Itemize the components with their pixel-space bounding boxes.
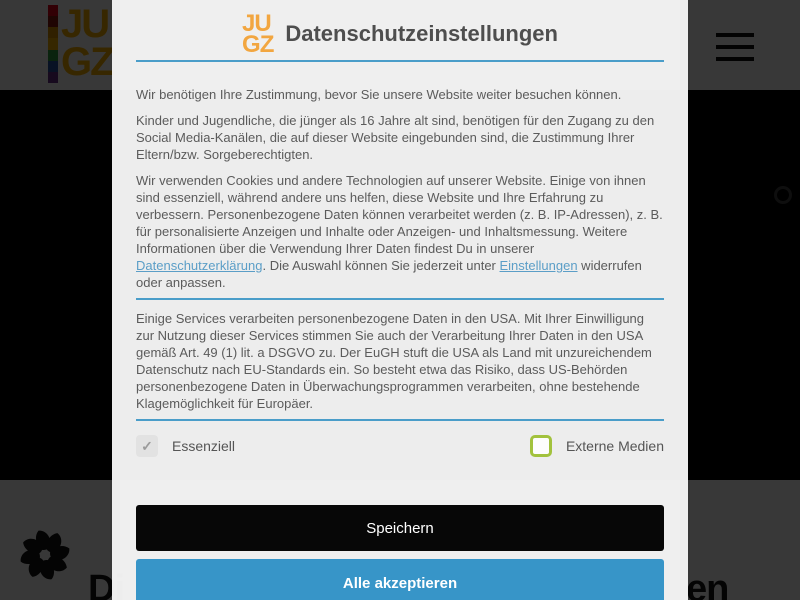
privacy-policy-link[interactable]: Datenschutzerklärung — [136, 258, 263, 273]
save-button[interactable]: Speichern — [136, 505, 664, 551]
dialog-logo-top: JU — [242, 9, 271, 37]
settings-link[interactable]: Einstellungen — [499, 258, 578, 273]
dialog-header — [136, 0, 664, 60]
minors-consent-text: Kinder und Jugendliche, die jünger als 16 Jahre alt sind, benötigen für den Zugang zu den Social Media-Kanälen, die auf dieser Website eingebunden sind, die Zustimmung Ihrer Eltern/bzw. Sorgeberechtigten. — [136, 113, 655, 162]
essential-checkbox-label: Essenziell — [172, 438, 236, 454]
external-media-checkbox[interactable] — [530, 435, 552, 457]
essential-checkbox-group[interactable] — [136, 435, 235, 457]
dialog-title: Datenschutzeinstellungen — [285, 21, 558, 46]
privacy-consent-dialog — [112, 0, 688, 600]
cookies-info-part1: Wir verwenden Cookies und andere Technologien auf unserer Website. Einige von ihnen sind essenziell, während andere uns helfen, diese Website und Ihre Erfahrung zu verbessern. Personenbezogene Daten können verarbeitet werden (z. B. IP-Adressen), z. B. für personalisierte Anzeigen und Inhalte oder Anzeigen- und Inhaltsmessung. Weitere Informationen über die Verwendung Ihrer Daten findest Du in unserer — [136, 173, 663, 256]
external-media-checkbox-label: Externe Medien — [565, 438, 664, 454]
dialog-logo — [242, 9, 274, 58]
external-media-checkbox-group[interactable] — [530, 435, 664, 457]
divider — [136, 60, 664, 62]
accept-all-button[interactable]: Alle akzeptieren — [136, 559, 664, 600]
cookies-info-text — [136, 172, 664, 291]
consent-options-row — [136, 435, 664, 457]
cookies-info-part2: . Die Auswahl können Sie jederzeit unter — [262, 258, 500, 273]
checkmark-icon: ✓ — [141, 437, 153, 454]
dialog-logo-bottom: GZ — [242, 31, 274, 58]
usa-data-notice-text: Einige Services verarbeiten personenbezogene Daten in den USA. Mit Ihrer Einwilligung zur Nutzung dieser Services stimmen Sie auch der Verarbeitung Ihrer Daten in den USA gemäß Art. 49 (1) lit. a DSGVO zu. Der EuGH stuft die USA als Land mit unzureichendem Datenschutz nach EU-Standards ein. So besteht etwa das Risiko, dass US-Behörden personenbezogene Daten in Überwachungsprogrammen verarbeiten, ohne bestehende Klagemöglichkeit für Europäer. — [136, 311, 652, 411]
consent-intro-text: Wir benötigen Ihre Zustimmung, bevor Sie unsere Website weiter besuchen können. — [136, 87, 622, 102]
divider — [136, 298, 664, 300]
essential-checkbox[interactable] — [136, 435, 158, 457]
divider — [136, 419, 664, 421]
cookies-info-part3: widerrufen oder anpassen. — [136, 258, 642, 290]
